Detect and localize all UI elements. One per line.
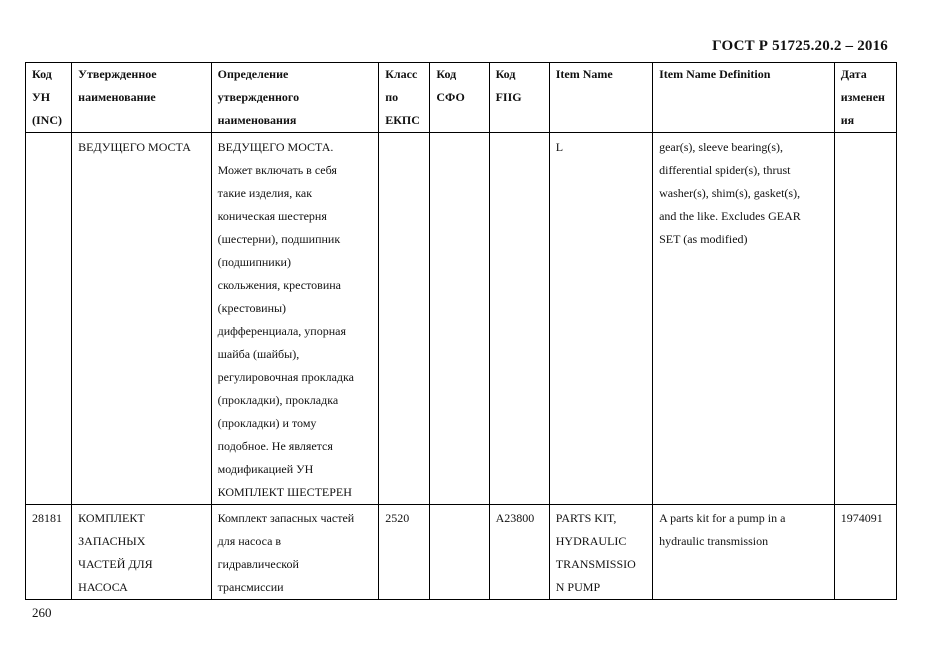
cell-text-line: ЗАПАСНЫХ (78, 534, 146, 548)
cell-text-line: gear(s), sleeve bearing(s), (659, 140, 784, 154)
col-header-ekps-class (379, 63, 430, 133)
col-header-line: изменен (840, 90, 885, 104)
cell-text-line: hydraulic transmission (659, 534, 769, 548)
cell-inc-code (26, 133, 72, 505)
cell-text-line: and the like. Excludes GEAR (659, 209, 801, 223)
cell-text-line: подобное. Не является (217, 439, 333, 453)
cell-text-line: 1974091 (840, 511, 883, 525)
col-header-line: Класс (385, 67, 418, 81)
col-header-line: Item Name Definition (659, 67, 771, 81)
col-header-line: Item Name (555, 67, 613, 81)
col-header-line: Определение (217, 67, 289, 81)
col-header-line: наименования (217, 113, 297, 127)
table-row (26, 133, 897, 505)
cell-text-line: КОМПЛЕКТ ШЕСТЕРЕН (217, 485, 352, 499)
cell-ekps-class (379, 505, 430, 600)
cell-text-line: (крестовины) (217, 301, 287, 315)
cell-fiig-code (489, 505, 549, 600)
col-header-line: Код (32, 67, 52, 81)
cell-text-line: ВЕДУЩЕГО МОСТА (78, 140, 191, 154)
col-header-line: по (385, 90, 399, 104)
document-header: ГОСТ Р 51725.20.2 – 2016 (712, 38, 888, 54)
col-header-line: наименование (78, 90, 156, 104)
cell-text-line: дифференциала, упорная (217, 324, 346, 338)
page-number: 260 (32, 605, 52, 620)
cell-fiig-code (489, 133, 549, 505)
col-header-line: Код (436, 67, 457, 81)
col-header-line: ЕКПС (385, 113, 420, 127)
cell-text-line: КОМПЛЕКТ (78, 511, 145, 525)
cell-text-line: 28181 (32, 511, 62, 525)
cell-text-line: Комплект запасных частей (217, 511, 355, 525)
cell-text-line: (прокладки), прокладка (217, 393, 339, 407)
cell-text-line: A parts kit for a pump in a (659, 511, 786, 525)
cell-text-line: TRANSMISSIO (555, 557, 636, 571)
col-header-line: (INC) (32, 113, 62, 127)
col-header-line: СФО (436, 90, 465, 104)
cell-sfo-code (430, 505, 489, 600)
cell-text-line: скольжения, крестовина (217, 278, 341, 292)
cell-text-line: HYDRAULIC (555, 534, 627, 548)
col-header-line: утвержденного (217, 90, 300, 104)
cell-text-line: L (555, 140, 564, 154)
cell-date-changed (834, 505, 896, 600)
cell-text-line: регулировочная прокладка (217, 370, 354, 384)
cell-sfo-code (430, 133, 489, 505)
col-header-fiig-code (489, 63, 549, 133)
cell-text-line: differential spider(s), thrust (659, 163, 791, 177)
cell-text-line: washer(s), shim(s), gasket(s), (659, 186, 801, 200)
col-header-inc-code (26, 63, 72, 133)
cell-text-line: SET (as modified) (659, 232, 748, 246)
col-header-definition (211, 63, 379, 133)
table-row (26, 505, 897, 600)
col-header-sfo-code (430, 63, 489, 133)
cell-text-line: коническая шестерня (217, 209, 327, 223)
cell-approved-name (72, 505, 211, 600)
col-header-item-name (549, 63, 652, 133)
cell-text-line: 2520 (385, 511, 410, 525)
cell-text-line: ВЕДУЩЕГО МОСТА. (217, 140, 334, 154)
cell-text-line: трансмиссии (217, 580, 284, 594)
cell-text-line: Может включать в себя (217, 163, 337, 177)
cell-text-line: для насоса в (217, 534, 282, 548)
col-header-line: FIIG (495, 90, 522, 104)
col-header-line: Код (495, 67, 516, 81)
cell-text-line: ЧАСТЕЙ ДЛЯ (78, 557, 153, 571)
col-header-date-changed (834, 63, 896, 133)
col-header-line: УН (32, 90, 51, 104)
col-header-item-name-definition (653, 63, 835, 133)
cell-text-line: (шестерни), подшипник (217, 232, 341, 246)
col-header-line: Дата (840, 67, 867, 81)
cell-definition (211, 505, 379, 600)
col-header-line: ия (840, 113, 855, 127)
cell-text-line: A23800 (495, 511, 535, 525)
cell-text-line: НАСОСА (78, 580, 128, 594)
cell-text-line: модификацией УН (217, 462, 314, 476)
table-header-row (26, 63, 897, 133)
cell-text-line: PARTS KIT, (555, 511, 617, 525)
catalog-table (25, 62, 897, 600)
cell-date-changed (834, 133, 896, 505)
cell-text-line: такие изделия, как (217, 186, 313, 200)
cell-text-line: шайба (шайбы), (217, 347, 300, 361)
cell-item-name-definition (653, 505, 835, 600)
col-header-approved-name (72, 63, 211, 133)
cell-ekps-class (379, 133, 430, 505)
cell-item-name-definition (653, 133, 835, 505)
cell-text-line: (прокладки) и тому (217, 416, 317, 430)
cell-item-name (549, 133, 652, 505)
cell-text-line: (подшипники) (217, 255, 291, 269)
cell-definition (211, 133, 379, 505)
cell-text-line: гидравлической (217, 557, 299, 571)
cell-inc-code (26, 505, 72, 600)
cell-text-line: N PUMP (555, 580, 601, 594)
cell-approved-name (72, 133, 211, 505)
cell-item-name (549, 505, 652, 600)
col-header-line: Утвержденное (78, 67, 157, 81)
